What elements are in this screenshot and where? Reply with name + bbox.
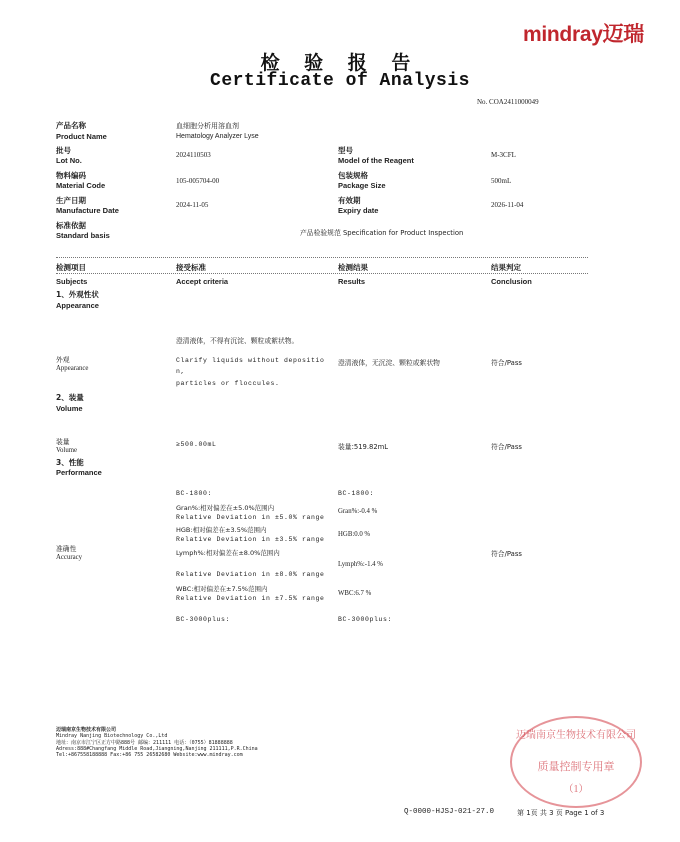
volume-item-en: Volume — [56, 447, 78, 454]
material-code-value: 105-005704-00 — [176, 177, 220, 185]
accuracy-criteria-line: Relative Deviation in ±8.0% range — [176, 571, 325, 578]
subjects-header-cn: 检测项目 — [56, 263, 86, 272]
appearance-item-cn: 外观 — [56, 356, 70, 364]
accuracy-conclusion: 符合/Pass — [491, 550, 522, 558]
accuracy-result-line: Lymph%:-1.4 % — [338, 561, 383, 568]
manufacture-date-value: 2024-11-05 — [176, 201, 209, 209]
appearance-criteria-en-line1: Clarify liquids without depositio — [176, 357, 325, 364]
accuracy-result-line: BC-3000plus: — [338, 616, 393, 623]
accuracy-criteria-line: Relative Deviation in ±7.5% range — [176, 595, 325, 602]
subheader-divider — [56, 273, 588, 274]
accuracy-criteria-line: Relative Deviation in ±5.0% range — [176, 514, 325, 521]
section-appearance-title-en: Appearance — [56, 301, 99, 310]
page-title-en: Certificate of Analysis — [210, 71, 470, 91]
stamp-number-text: （1） — [563, 784, 589, 795]
page-number: 第 1页 共 3 页 Page 1 of 3 — [517, 809, 605, 817]
lot-label-en: Lot No. — [56, 156, 82, 165]
accuracy-criteria-line: Relative Deviation in ±3.5% range — [176, 536, 325, 543]
accuracy-criteria-line: Gran%:相对偏差在±5.0%范围内 — [176, 504, 275, 512]
standard-basis-label-cn: 标准依据 — [56, 221, 86, 230]
volume-result: 装量:519.82mL — [338, 443, 389, 451]
model-label-cn: 型号 — [338, 146, 353, 155]
expiry-date-label-en: Expiry date — [338, 206, 379, 215]
subjects-header-en: Subjects — [56, 277, 88, 286]
company-name-cn: 迈瑞南京生物技术有限公司 — [56, 727, 117, 733]
accuracy-criteria-line: BC-1800: — [176, 490, 213, 497]
expiry-date-value: 2026-11-04 — [491, 201, 524, 209]
volume-item-cn: 装量 — [56, 438, 70, 446]
material-code-label-en: Material Code — [56, 181, 106, 190]
criteria-header-cn: 接受标准 — [176, 263, 206, 272]
appearance-conclusion: 符合/Pass — [491, 359, 522, 367]
manufacture-date-label-cn: 生产日期 — [56, 196, 86, 205]
manufacture-date-label-en: Manufacture Date — [56, 206, 119, 215]
section-performance-title-cn: 3、性能 — [56, 458, 84, 467]
company-name-en: Mindray Nanjing Biotechnology Co.,Ltd — [56, 733, 168, 740]
accuracy-criteria-line: WBC:相对偏差在±7.5%范围内 — [176, 585, 268, 593]
page-title-cn: 检 验 报 告 — [260, 52, 420, 74]
criteria-header-en: Accept criteria — [176, 277, 229, 286]
brand-logo: mindray迈瑞 — [523, 23, 644, 46]
accuracy-item-en: Accuracy — [56, 554, 83, 561]
appearance-result: 澄清液体，无沉淀、颗粒或絮状物 — [338, 359, 440, 367]
volume-criteria: ≥500.00mL — [176, 441, 217, 448]
accuracy-criteria-line: BC-3000plus: — [176, 616, 231, 623]
model-label-en: Model of the Reagent — [338, 156, 414, 165]
section-volume-title-cn: 2、装量 — [56, 393, 84, 402]
expiry-date-label-cn: 有效期 — [338, 196, 361, 205]
accuracy-item-cn: 准确性 — [56, 545, 77, 553]
package-size-label-en: Package Size — [338, 181, 386, 190]
accuracy-result-line: WBC:6.7 % — [338, 590, 372, 597]
company-address-en: Adress:888#Changfang Middle Road,Jiangning,Nanjing 211111,P.R.China — [56, 745, 258, 752]
product-name-label-en: Product Name — [56, 132, 107, 141]
results-header-en: Results — [338, 277, 366, 286]
appearance-criteria-cn: 澄清液体，不得有沉淀、颗粒或絮状物。 — [176, 337, 299, 345]
conclusion-header-en: Conclusion — [491, 277, 532, 286]
model-value: M-3CFL — [491, 151, 516, 159]
document-code: Q-0000-HJSJ-021-27.0 — [404, 808, 495, 816]
package-size-label-cn: 包装规格 — [338, 171, 368, 180]
volume-conclusion: 符合/Pass — [491, 443, 522, 451]
section-performance-title-en: Performance — [56, 468, 102, 477]
company-footer — [56, 727, 258, 758]
appearance-criteria-en-line2: n, — [176, 368, 186, 375]
section-volume-title-en: Volume — [56, 404, 83, 413]
appearance-item-en: Appearance — [56, 365, 89, 372]
accuracy-result-line: BC-1800: — [338, 490, 375, 497]
standard-basis-label-en: Standard basis — [56, 231, 110, 240]
stamp-company-text: 迈瑞南京生物技术有限公司 — [516, 730, 636, 741]
accuracy-criteria-line: HGB:相对偏差在±3.5%范围内 — [176, 526, 267, 534]
package-size-value: 500mL — [491, 177, 512, 185]
quality-control-stamp — [510, 716, 642, 808]
appearance-criteria-en-line3: particles or floccules. — [176, 380, 280, 387]
company-address-cn: 地址：南京市江宁区正方中路888号 邮编：211111 电话：（0755）81888888 — [56, 739, 233, 746]
results-header-cn: 检测结果 — [338, 263, 368, 272]
material-code-label-cn: 物料编码 — [56, 171, 86, 180]
document-number: No. COA2411000049 — [477, 98, 539, 106]
product-name-value-cn: 血细胞分析用溶血剂 — [176, 122, 239, 130]
section-appearance-title-cn: 1、外观性状 — [56, 290, 99, 299]
accuracy-result-line: Gran%:-0.4 % — [338, 508, 378, 515]
stamp-purpose-text: 质量控制专用章 — [537, 760, 615, 773]
accuracy-result-line: HGB:0.0 % — [338, 531, 371, 538]
lot-value: 2024110503 — [176, 151, 211, 159]
lot-label-cn: 批号 — [56, 146, 71, 155]
product-name-label-cn: 产品名称 — [56, 121, 86, 130]
product-name-value-en: Hematology Analyzer Lyse — [176, 133, 259, 140]
header-divider — [56, 257, 588, 258]
accuracy-criteria-line: Lymph%:相对偏差在±8.0%范围内 — [176, 549, 280, 557]
conclusion-header-cn: 结果判定 — [491, 263, 521, 272]
company-contact: Tel:+867558188888 Fax:+86 755 26582680 Website:www.mindray.com — [56, 752, 243, 759]
standard-basis-value: 产品检验规范 Specification for Product Inspection — [300, 229, 464, 237]
